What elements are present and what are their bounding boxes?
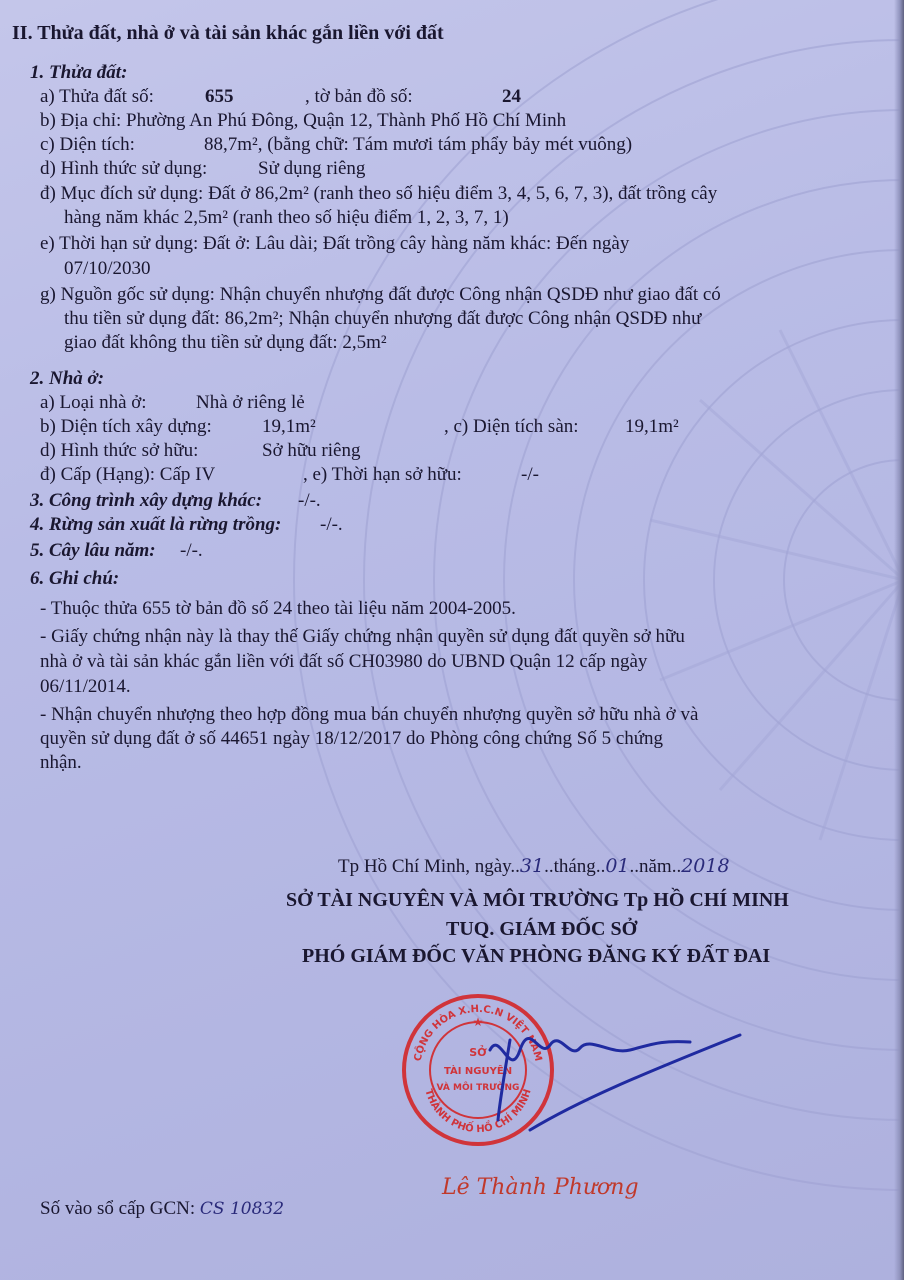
gcn-value: CS 10832 [199,1199,285,1219]
land-origin-3: giao đất không thu tiền sử dụng đất: 2,5m² [64,332,387,353]
forest-heading: 4. Rừng sản xuất là rừng trồng: [30,514,282,535]
note-3-line-2: quyền sử dụng đất ở số 44651 ngày 18/12/2017 do Phòng công chứng Số 5 chứng [40,728,664,749]
house-type-label: a) Loại nhà ở: [40,392,147,413]
handwritten-signature [470,1020,770,1140]
date-year-label: năm [639,856,672,877]
land-address: b) Địa chỉ: Phường An Phú Đông, Quận 12, Thành Phố Hồ Chí Minh [40,110,567,131]
note-2-line-2: nhà ở và tài sản khác gắn liền với đất số CH03980 do UBND Quận 12 cấp ngày [40,651,648,672]
note-3-line-3: nhận. [40,752,82,773]
house-grade-label: đ) Cấp (Hạng): Cấp IV [40,464,216,485]
note-1: - Thuộc thửa 655 tờ bản đồ số 24 theo tài liệu năm 2004-2005. [40,598,516,619]
land-parcel-label: a) Thửa đất số: [40,86,154,107]
land-origin-2: thu tiền sử dụng đất: 86,2m²; Nhận chuyển nhượng đất được Công nhận QSDĐ như [64,308,702,329]
note-2-line-1: - Giấy chứng nhận này là thay thế Giấy chứng nhận quyền sử dụng đất quyền sở hữu [40,626,685,647]
house-term-label: , e) Thời hạn sở hữu: [303,464,462,485]
land-map-value: 24 [502,86,521,107]
svg-text:★: ★ [472,1015,484,1029]
house-floor-area-label: , c) Diện tích sàn: [444,416,579,437]
house-ownership-value: Sở hữu riêng [262,440,361,461]
svg-text:THÀNH PHỐ HỒ CHÍ MINH: THÀNH PHỐ HỒ CHÍ MINH [422,1087,534,1136]
house-heading: 2. Nhà ở: [30,368,105,389]
gcn-label: Số vào sổ cấp GCN: [40,1198,196,1219]
signature-date: Tp Hồ Chí Minh, ngày..31..tháng..01..năm..2018 [338,855,730,877]
land-term-2: 07/10/2030 [64,258,151,279]
notes-heading: 6. Ghi chú: [30,568,120,589]
land-area-label: c) Diện tích: [40,134,135,155]
issuing-org: SỞ TÀI NGUYÊN VÀ MÔI TRƯỜNG Tp HỒ CHÍ MINH [286,889,789,911]
note-2-line-3: 06/11/2014. [40,676,131,697]
date-month-label: tháng [553,856,596,877]
land-usage-form-label: d) Hình thức sử dụng: [40,158,208,179]
other-works-heading: 3. Công trình xây dựng khác: [30,490,263,511]
land-area-value: 88,7m², (bằng chữ: Tám mươi tám phẩy bảy mét vuông) [204,134,633,155]
land-purpose-1: đ) Mục đích sử dụng: Đất ở 86,2m² (ranh theo số hiệu điểm 3, 4, 5, 6, 7, 3), đất trồng cây [40,183,718,204]
house-build-area-label: b) Diện tích xây dựng: [40,416,212,437]
house-build-area-value: 19,1m² [262,416,316,437]
house-term-value: -/- [521,464,539,485]
land-heading: 1. Thửa đất: [30,62,128,83]
land-usage-form-value: Sử dụng riêng [258,158,366,179]
signer-role-1: TUQ. GIÁM ĐỐC SỞ [446,918,638,940]
land-term-1: e) Thời hạn sử dụng: Đất ở: Lâu dài; Đất trồng cây hàng năm khác: Đến ngày [40,233,630,254]
signer-role-2: PHÓ GIÁM ĐỐC VĂN PHÒNG ĐĂNG KÝ ĐẤT ĐAI [302,945,771,967]
land-parcel-value: 655 [205,86,234,107]
house-type-value: Nhà ở riêng lẻ [196,392,305,413]
page-edge-shadow [894,0,904,1280]
section-title: II. Thửa đất, nhà ở và tài sản khác gắn liền với đất [12,22,444,44]
date-place: Tp Hồ Chí Minh, ngày [338,856,511,877]
signer-name: Lê Thành Phương [442,1175,639,1200]
land-map-label: , tờ bản đồ số: [305,86,413,107]
date-year: 2018 [681,855,730,877]
forest-value: -/-. [320,514,343,535]
other-works-value: -/-. [298,490,321,511]
land-purpose-2: hàng năm khác 2,5m² (ranh theo số hiệu điểm 1, 2, 3, 7, 1) [64,207,509,228]
house-ownership-label: d) Hình thức sở hữu: [40,440,199,461]
svg-text:CỘNG HÒA X.H.C.N VIỆT NAM: CỘNG HÒA X.H.C.N VIỆT NAM [412,1003,544,1063]
date-day: 31 [519,855,545,877]
perennial-heading: 5. Cây lâu năm: [30,540,156,561]
date-month: 01 [605,855,630,877]
svg-text:VÀ MÔI TRƯỜNG: VÀ MÔI TRƯỜNG [436,1083,520,1093]
svg-text:TÀI NGUYÊN: TÀI NGUYÊN [443,1066,513,1077]
gcn-number [40,1198,284,1220]
note-3-line-1: - Nhận chuyển nhượng theo hợp đồng mua bán chuyển nhượng quyền sở hữu nhà ở và [40,704,699,725]
svg-text:SỞ: SỞ [469,1046,487,1059]
perennial-value: -/-. [180,540,203,561]
land-origin-1: g) Nguồn gốc sử dụng: Nhận chuyển nhượng đất được Công nhận QSDĐ như giao đất có [40,284,721,305]
house-floor-area-value: 19,1m² [625,416,679,437]
